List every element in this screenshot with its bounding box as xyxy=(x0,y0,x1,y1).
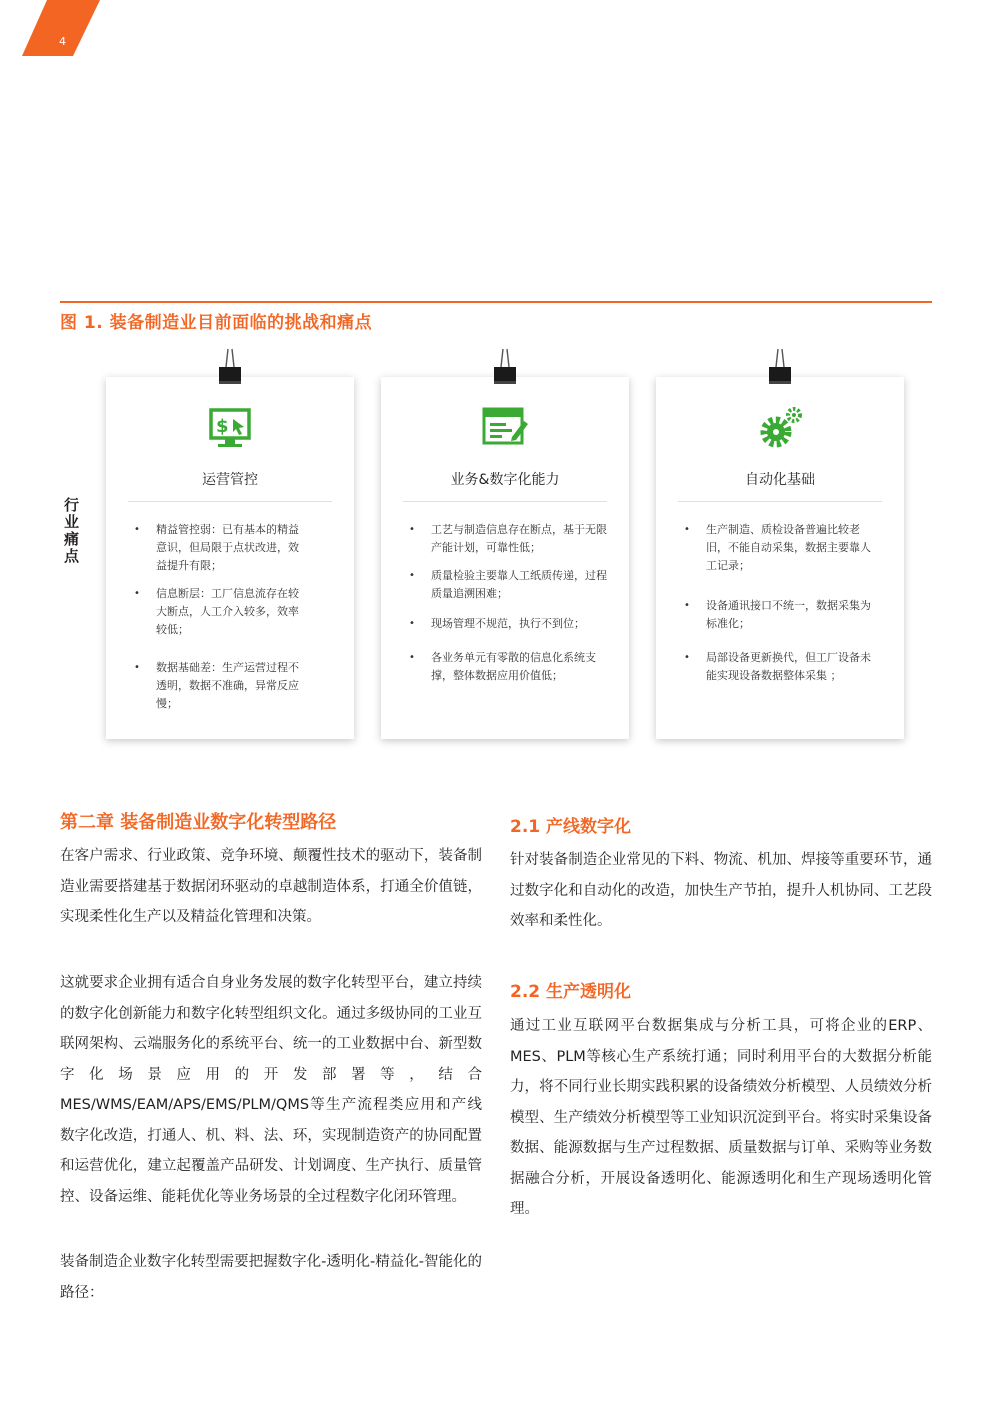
binder-clip-icon xyxy=(217,347,243,385)
bullet-item: • 精益管控弱：已有基本的精益意识，但局限于点状改进，效益提升有限； xyxy=(128,521,306,575)
figure-title: 图 1. 装备制造业目前面临的挑战和痛点 xyxy=(60,313,373,333)
section-heading-2-2: 2.2 生产透明化 xyxy=(510,982,632,1002)
card-divider xyxy=(128,501,332,502)
paragraph: 装备制造企业数字化转型需要把握数字化-透明化-精益化-智能化的路径： xyxy=(60,1254,482,1301)
money-monitor-icon xyxy=(207,405,253,451)
card-title: 业务&数字化能力 xyxy=(450,472,560,488)
bullet-item: • 各业务单元有零散的信息化系统支撑，整体数据应用价值低； xyxy=(403,649,617,685)
paragraph: 通过工业互联网平台数据集成与分析工具，可将企业的ERP、MES、PLM等核心生产系统打通；同时利用平台的大数据分析能力，将不同行业长期实践积累的设备绩效分析模型、人员绩效分析模型、生产绩效分析模型等工业知识沉淀到平台。将实时采集设备数据、能源数据与生产过程数据、质量数据与订单、采购等业务数据融合分析，开展设备透明化、能源透明化和生产现场透明化管理。 xyxy=(510,1018,932,1217)
page-number-tab xyxy=(0,0,100,56)
bullet-list xyxy=(128,521,340,713)
card-divider xyxy=(678,501,882,502)
page-number: 4 xyxy=(59,35,66,48)
bullet-item: • 信息断层：工厂信息流存在较大断点，人工介入较多，效率较低； xyxy=(128,585,306,639)
gears-icon xyxy=(757,405,803,451)
paragraph: 这就要求企业拥有适合自身业务发展的数字化转型平台，建立持续的数字化创新能力和数字化转型组织文化。通过多级协同的工业互联网架构、云端服务化的系统平台、统一的工业数据中台、新型数字化场景应用的开发部署等，结合MES/WMS/EAM/APS/EMS/PLM/QMS等生产流程类应用和产线数字化改造，打通人、机、料、法、环，实现制造资产的协同配置和运营优化，建立起覆盖产品研发、计划调度、生产执行、质量管控、设备运维、能耗优化等业务场景的全过程数字化闭环管理。 xyxy=(60,975,482,1205)
card-title: 自动化基础 xyxy=(745,472,815,488)
card-operations xyxy=(106,377,354,739)
browser-edit-icon xyxy=(482,405,528,451)
svg-text:$: $ xyxy=(216,416,229,437)
chapter-heading: 第二章 装备制造业数字化转型路径 xyxy=(60,812,337,833)
bullet-item: • 工艺与制造信息存在断点，基于无限产能计划，可靠性低； xyxy=(403,521,617,557)
paragraph: 在客户需求、行业政策、竞争环境、颠覆性技术的驱动下，装备制造业需要搭建基于数据闭环驱动的卓越制造体系，打通全价值链，实现柔性化生产以及精益化管理和决策。 xyxy=(60,848,482,925)
card-business-digital xyxy=(381,377,629,739)
bullet-item: • 现场管理不规范，执行不到位； xyxy=(403,615,617,633)
card-automation xyxy=(656,377,904,739)
section-heading-2-1: 2.1 产线数字化 xyxy=(510,817,632,837)
side-label: 行业痛点 xyxy=(62,497,80,565)
card-divider xyxy=(403,501,607,502)
bullet-item: • 局部设备更新换代，但工厂设备未能实现设备数据整体采集 ； xyxy=(678,649,872,685)
card-title: 运营管控 xyxy=(202,472,258,488)
bullet-item: • 数据基础差：生产运营过程不透明，数据不准确，异常反应慢； xyxy=(128,659,306,713)
binder-clip-icon xyxy=(767,347,793,385)
bullet-item: • 设备通讯接口不统一，数据采集为标准化； xyxy=(678,597,872,633)
figure-rule xyxy=(60,301,932,303)
bullet-item: • 质量检验主要靠人工纸质传递，过程质量追溯困难； xyxy=(403,567,617,603)
bullet-item: • 生产制造、质检设备普遍比较老旧，不能自动采集，数据主要靠人工记录； xyxy=(678,521,872,575)
binder-clip-icon xyxy=(492,347,518,385)
bullet-list xyxy=(403,521,615,685)
paragraph: 针对装备制造企业常见的下料、物流、机加、焊接等重要环节，通过数字化和自动化的改造，加快生产节拍，提升人机协同、工艺段效率和柔性化。 xyxy=(510,852,932,929)
bullet-list xyxy=(678,521,890,685)
